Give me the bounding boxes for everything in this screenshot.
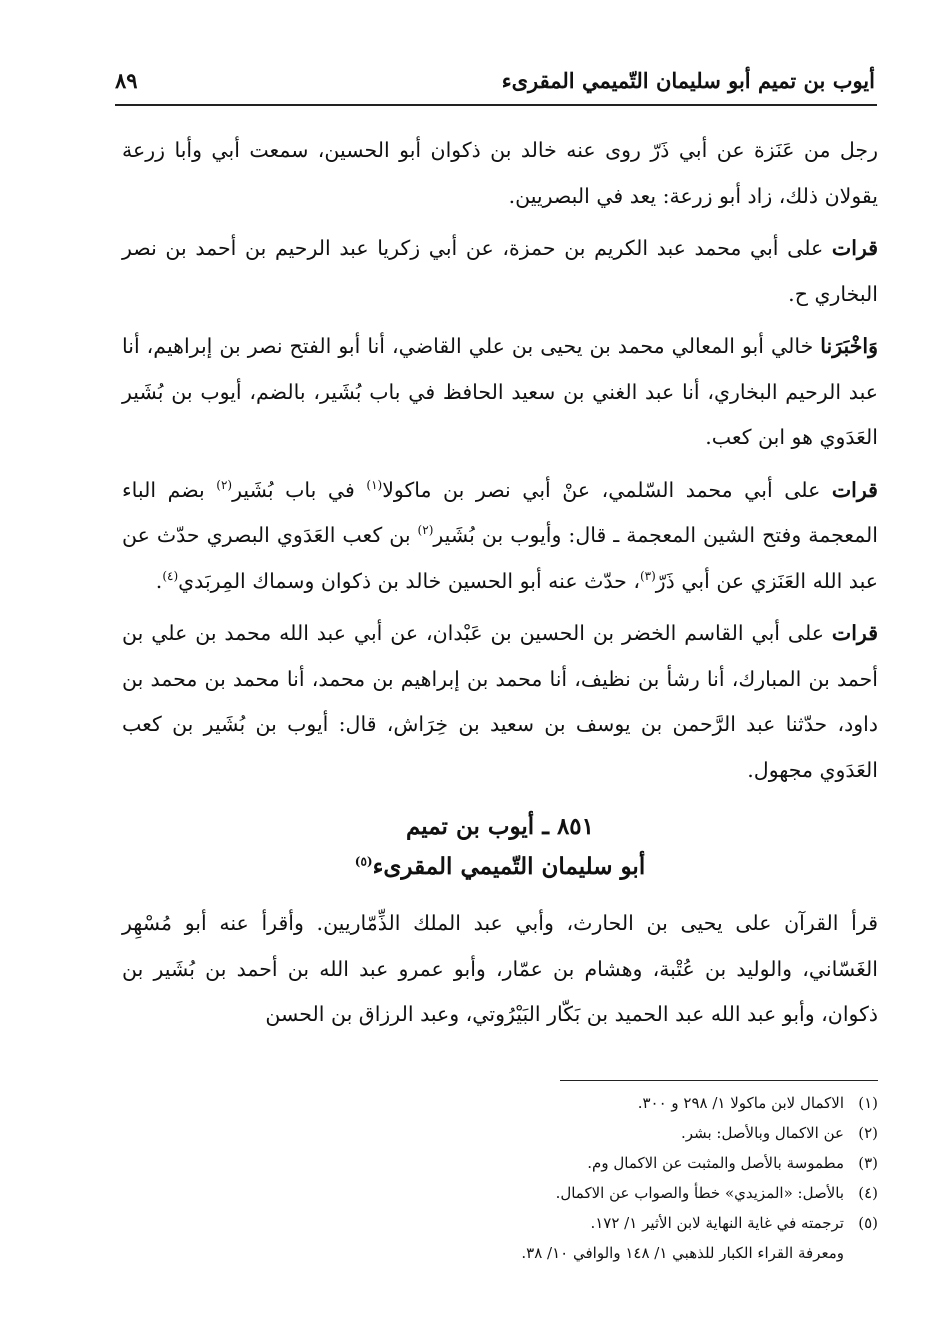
entry-heading-line-1: ٨٥١ ـ أيوب بن تميم [405,813,594,840]
paragraph-text: في باب بُشَير [232,477,367,502]
page-number: ٨٩ [115,68,138,93]
footnote-5-continuation: ومعرفة القراء الكبار للذهبي ١/ ١٤٨ والوافي ١٠/ ٣٨. [521,1244,844,1262]
paragraph-text: رجل من عَنَزة عن أبي ذَرّ روى عنه خالد بن ذكوان أبو الحسين، سمعت أبي وأبا زرعة يقولان ذلك، زاد أبو زرعة: يعد في البصريين. [122,138,878,208]
paragraph-1 [122,128,878,219]
footnote-3 [300,1148,878,1178]
paragraph-2 [122,226,878,317]
paragraph-lead: قرات [831,236,878,260]
footnote-ref-4: (٤) [162,568,179,583]
footnote-4 [300,1178,878,1208]
footnote-text: عن الاكمال وبالأصل: بشر. [681,1124,844,1142]
header-rule [115,104,877,106]
footnote-number: (٤) [858,1184,878,1202]
footnote-text: ترجمته في غاية النهاية لابن الأثير ١/ ١٧٢. [590,1214,844,1232]
footnote-number: (٢) [858,1124,878,1142]
footnote-ref-1: (١) [366,477,383,492]
paragraph-text: على أبي محمد السّلمي، عنْ أبي نصر بن ماكولا [382,477,832,502]
paragraph-text: بن كعب العَدَوي البصري حدّث عن عبد الله العَنَزي عن أبي ذَرّ [122,523,878,593]
footnote-number: (١) [858,1094,878,1112]
page-header [115,62,875,102]
paragraph-6 [122,901,878,1038]
paragraph-lead: وَاخْبَرَنا [820,334,878,358]
footnote-ref-2b: (٢) [417,523,434,538]
footnote-1 [300,1088,878,1118]
paragraph-text: ، حدّث عنه أبو الحسين خالد بن ذكوان وسماك المِربَدي [178,568,640,593]
paragraph-text: بضم الباء المعجمة وفتح الشين المعجمة ـ قال: وأيوب بن بُشَير [122,477,878,547]
paragraph-text: على أبي محمد عبد الكريم بن حمزة، عن أبي زكريا عبد الرحيم بن أحمد بن نصر البخاري ح. [122,236,878,306]
paragraph-text: على أبي القاسم الخضر بن الحسين بن عَبْدان، عن أبي عبد الله محمد بن علي بن أحمد بن المبارك، أنا رشأ بن نظيف، أنا محمد بن إبراهيم بن محمد، أنا محمد بن محمد بن داود، حدّثنا عبد الرَّحمن بن يوسف بن سعيد بن خِرَاش، قال: أيوب بن بُشَير بن كعب العَدَوي مجهول. [122,621,878,782]
footnote-ref-5: (٥) [354,854,373,869]
footnote-ref-2: (٢) [216,477,233,492]
footnote-separator [560,1080,878,1081]
footnote-number: (٥) [858,1214,878,1232]
entry-heading [122,807,878,887]
footnote-text: مطموسة بالأصل والمثبت عن الاكمال وم. [587,1154,844,1172]
footnote-number: (٣) [858,1154,878,1172]
paragraph-text: خالي أبو المعالي محمد بن يحيى بن علي القاضي، أنا أبو الفتح نصر بن إبراهيم، أنا عبد الرحيم البخاري، أنا عبد الغني بن سعيد الحافظ في باب بُشَير، بالضم، أيوب بن بُشَير العَدَوي هو ابن كعب. [122,334,878,449]
running-title: أيوب بن تميم أبو سليمان التّميمي المقرىء [501,68,875,93]
entry-heading-name: أبو سليمان التّميمي المقرىء [372,853,646,880]
footnote-2 [300,1118,878,1148]
footnote-text: بالأصل: «المزيدي» خطأ والصواب عن الاكمال. [555,1184,844,1202]
paragraph-3 [122,324,878,461]
paragraph-lead: قرات [831,477,878,502]
paragraph-text: . [155,568,163,593]
entry-heading-line-2 [122,847,878,887]
footnote-ref-3: (٣) [639,568,656,583]
footnote-text: الاكمال لابن ماكولا ١/ ٢٩٨ و ٣٠٠. [637,1094,844,1112]
main-text [122,128,878,1045]
paragraph-lead: قرات [831,621,878,645]
paragraph-text: قرأ القرآن على يحيى بن الحارث، وأبي عبد الملك الذِّمّاريين. وأقرأ عنه أبو مُسْهِر الغَسّاني، والوليد بن عُتْبة، وهشام بن عمّار، وأبو عمرو عبد الله بن أحمد بن بُشَير بن ذكوان، وأبو عبد الله عبد الحميد بن بَكّار البَيْرُوتي، وعبد الرزاق بن الحسن [122,911,878,1026]
paragraph-4 [122,468,878,605]
footnotes [300,1088,878,1268]
paragraph-5 [122,611,878,793]
footnote-5 [300,1208,878,1238]
